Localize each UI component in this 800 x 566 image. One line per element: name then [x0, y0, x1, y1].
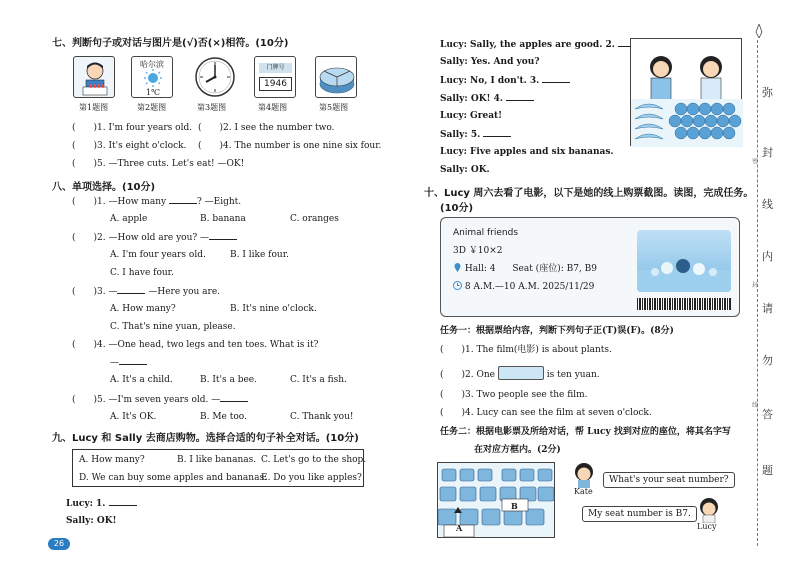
house-number: 1946	[259, 77, 292, 91]
sidebar-char-6: 勿	[762, 354, 773, 367]
dialog-6-text: Sally: 5.	[440, 130, 481, 140]
sun-icon	[142, 69, 164, 87]
sec8-q4: ( )4. —One head, two legs and ten toes. What is it?	[72, 340, 319, 350]
dialog-blank-4[interactable]	[506, 92, 534, 101]
sec7-item-1: ( )1. I'm four years old.	[72, 123, 193, 133]
sec8-q1	[72, 195, 241, 208]
q3-blank[interactable]	[117, 285, 145, 294]
q5-stem: ( )5. —I'm seven years old. —	[72, 395, 221, 405]
kate-name: Kate	[574, 487, 593, 496]
cinema-seats-illustration	[437, 462, 555, 538]
task1-item-2-start: ( )2. One	[440, 370, 495, 380]
dialog-line-3	[440, 74, 570, 87]
sec9-option-a: A. How many?	[79, 455, 145, 465]
sec10-score: (10分)	[440, 203, 474, 214]
sec7-title: 七、判断句子或对话与图片是(√)否(×)相符。(10分)	[52, 38, 289, 49]
mini-ticket-icon	[498, 366, 544, 380]
dialog-line-1	[440, 38, 646, 51]
q1-option-c: C. oranges	[290, 214, 339, 224]
seal-line	[757, 40, 758, 546]
sec9-line-1-text: Lucy: 1.	[66, 499, 106, 509]
q2-option-a: A. I'm four years old.	[110, 250, 206, 260]
dialog-1-text: Lucy: Sally, the apples are good. 2.	[440, 40, 615, 50]
task1-item-3: ( )3. Two people see the film.	[440, 390, 588, 400]
q5-option-b: B. Me too.	[200, 412, 247, 422]
sec8-q3	[72, 285, 220, 298]
sec9-blank-1[interactable]	[109, 497, 137, 506]
q2-blank[interactable]	[209, 231, 237, 240]
ticket-price: 3D ￥10×2	[453, 246, 503, 256]
dialog-line-8: Sally: OK.	[440, 165, 490, 175]
page-number: 26	[48, 538, 70, 550]
cake-icon	[316, 57, 357, 98]
sec8-q5	[72, 393, 248, 406]
sec9-option-d: D. We can buy some apples and bananas.	[79, 473, 267, 483]
sec7-item-4: ( )4. The number is one nine six four.	[198, 141, 382, 151]
ticket-time: 8 A.M.—10 A.M. 2025/11/29	[464, 282, 595, 292]
sec9-line-1	[66, 497, 137, 510]
dialog-line-4	[440, 92, 534, 105]
q1-option-b: B. banana	[200, 214, 246, 224]
clock-small-icon	[453, 281, 462, 290]
cake-picture	[315, 56, 357, 98]
ticket-seat: Seat (座位): B7, B9	[512, 264, 597, 274]
q5-option-c: C. Thank you!	[290, 412, 354, 422]
scissors-icon	[754, 24, 764, 38]
sec7-item-3: ( )3. It's eight o'clock.	[72, 141, 187, 151]
sec9-option-e: E. Do you like apples?	[261, 473, 362, 483]
sec8-q2	[72, 231, 237, 244]
clock-icon	[194, 56, 236, 98]
lucy-avatar	[697, 497, 721, 523]
plate-label: 门牌号	[259, 63, 292, 73]
sec10-title: 十、Lucy 周六去看了电影，以下是她的线上购票截图。读图，完成任务。	[424, 188, 754, 199]
q5-blank[interactable]	[220, 393, 248, 402]
q2-option-c: C. I have four.	[110, 268, 174, 278]
sec9-option-b: B. I like bananas.	[177, 455, 257, 465]
ticket-time-row	[453, 281, 594, 293]
sec7-item-2: ( )2. I see the number two.	[198, 123, 335, 133]
task1-item-2	[440, 366, 600, 381]
q2-stem: ( )2. —How old are you? —	[72, 233, 210, 243]
q3-stem: ( )3. —	[72, 287, 118, 297]
weather-picture	[131, 56, 173, 98]
caption-4: 第4题图	[258, 103, 288, 112]
sidebar-char-2: 封	[762, 146, 773, 159]
sidebar-char-5: 请	[762, 302, 773, 315]
sec9-options-box	[72, 449, 367, 487]
q4-option-a: A. It's a child.	[110, 375, 173, 385]
kate-avatar	[572, 462, 596, 488]
sec9-option-c: C. Let's go to the shop.	[261, 455, 367, 465]
seat-label-a: A	[456, 523, 463, 533]
q3-option-b: B. It's nine o'clock.	[230, 304, 317, 314]
location-icon	[453, 263, 462, 272]
q1-stem: ( )1. —How many	[72, 197, 167, 207]
ticket-film-name: Animal friends	[453, 228, 519, 238]
sidebar-char-8: 题	[762, 464, 773, 477]
q3-tail: —Here you are.	[148, 287, 221, 297]
caption-2: 第2题图	[137, 103, 167, 112]
sidebar-char-3: 线	[762, 198, 773, 211]
dialog-line-2: Sally: Yes. And you?	[440, 57, 540, 67]
sidebar-char-4: 内	[762, 250, 773, 263]
task2-title: 任务二：根据电影票及所给对话，帮 Lucy 找到对应的座位，将其名字写	[440, 427, 731, 437]
sec9-line-2: Sally: OK!	[66, 516, 117, 526]
dialog-line-6	[440, 128, 511, 141]
sidebar-small-2: 封	[752, 282, 759, 289]
task2-title-2: 在对应方框内。(2分)	[474, 445, 561, 455]
lucy-speech-bubble: My seat number is B7.	[582, 506, 697, 522]
sec8-title: 八、单项选择。(10分)	[52, 182, 156, 193]
q4-blank[interactable]	[119, 356, 147, 365]
dialog-blank-5[interactable]	[483, 128, 511, 137]
q4-option-b: B. It's a bee.	[200, 375, 257, 385]
sidebar-char-7: 答	[762, 408, 773, 421]
seat-label-b: B	[511, 501, 518, 511]
q1-tail: ? —Eight.	[196, 197, 242, 207]
barcode	[637, 298, 731, 310]
clock-picture	[194, 56, 236, 98]
sidebar-small-1: 密	[752, 158, 759, 165]
task1-item-2-end: is ten yuan.	[546, 370, 600, 380]
caption-3: 第3题图	[197, 103, 227, 112]
dialog-blank-3[interactable]	[542, 74, 570, 83]
fruit-shop-illustration	[630, 38, 742, 146]
dialog-3-text: Lucy: No, I don't. 3.	[440, 76, 540, 86]
q4-option-c: C. It's a fish.	[290, 375, 347, 385]
sidebar-char-1: 弥	[762, 86, 773, 99]
q4-dash: —	[110, 358, 119, 368]
task1-item-4: ( )4. Lucy can see the film at seven o'clock.	[440, 408, 652, 418]
kate-speech-bubble: What's your seat number?	[603, 472, 735, 488]
dialog-line-7: Lucy: Five apples and six bananas.	[440, 147, 614, 157]
boy-cake-picture	[73, 56, 115, 98]
q1-option-a: A. apple	[110, 214, 148, 224]
sec9-title: 九、Lucy 和 Sally 去商店购物。选择合适的句子补全对话。(10分)	[52, 433, 359, 444]
film-poster	[637, 230, 731, 292]
task1-title: 任务一：根据票给内容，判断下列句子正(T)误(F)。(8分)	[440, 326, 674, 336]
lucy-name: Lucy	[697, 522, 717, 531]
dialog-4-text: Sally: OK! 4.	[440, 94, 503, 104]
task1-item-1: ( )1. The film(电影) is about plants.	[440, 345, 612, 355]
sidebar-small-3: 线	[752, 402, 759, 409]
dialog-line-5: Lucy: Great!	[440, 111, 503, 121]
q3-option-c: C. That's nine yuan, please.	[110, 322, 236, 332]
q1-blank[interactable]	[169, 195, 197, 204]
q5-option-a: A. It's OK.	[110, 412, 157, 422]
caption-1: 第1题图	[79, 103, 109, 112]
city-label: 哈尔滨	[140, 60, 164, 69]
q2-option-b: B. I like four.	[230, 250, 289, 260]
ticket-hall: Hall: 4	[464, 264, 496, 274]
caption-5: 第5题图	[319, 103, 349, 112]
sec7-item-5: ( )5. —Three cuts. Let's eat! —OK!	[72, 159, 245, 169]
house-number-picture	[254, 56, 296, 98]
movie-ticket	[440, 217, 740, 317]
ticket-hall-row	[453, 263, 597, 275]
q3-option-a: A. How many?	[110, 304, 176, 314]
q4-answer	[110, 356, 147, 369]
temperature: 1℃	[146, 88, 161, 97]
